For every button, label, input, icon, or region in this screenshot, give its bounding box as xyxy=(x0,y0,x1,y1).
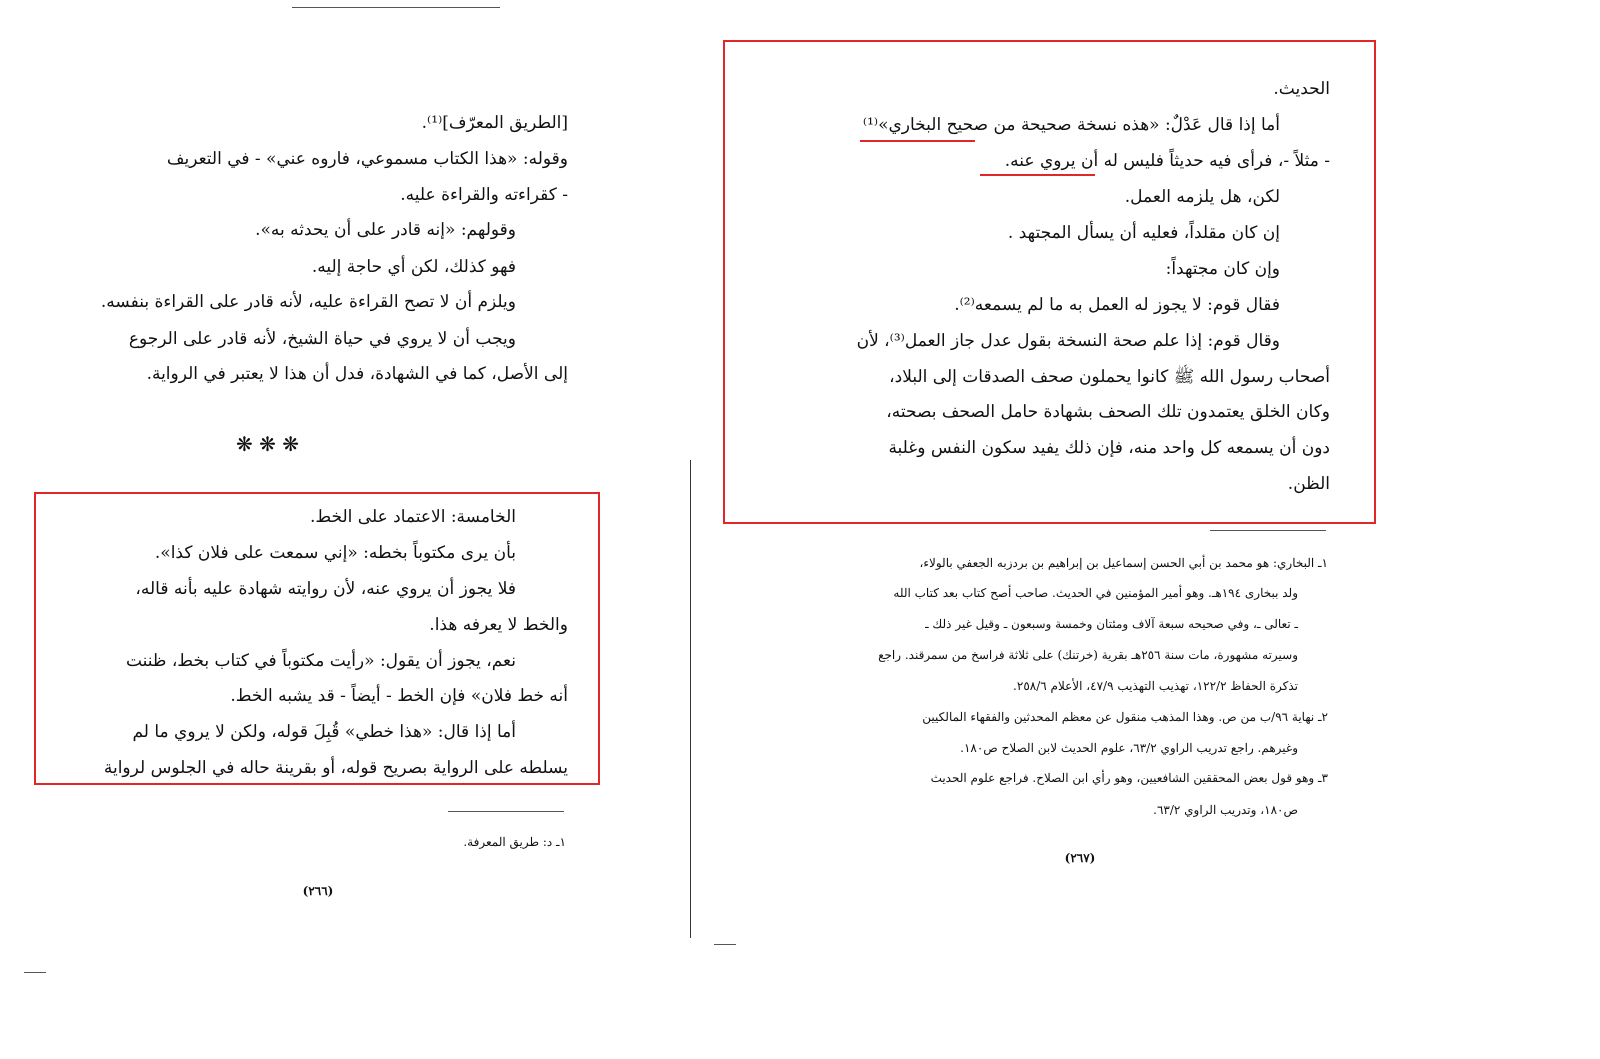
left-line-1: [الطريق المعرّف]⁽¹⁾. xyxy=(421,113,568,133)
right-boxed-line-8: وقال قوم: إذا علم صحة النسخة بقول عدل جاز العمل⁽³⁾، لأن xyxy=(856,331,1280,351)
right-boxed-line-11: دون أن يسمعه كل واحد منه، فإن ذلك يفيد سكون النفس وغلبة xyxy=(888,438,1330,458)
scan-bottom-stub-left xyxy=(24,972,46,973)
right-page-number: (٢٦٧) xyxy=(1064,851,1096,865)
right-boxed-line-6: وإن كان مجتهداً: xyxy=(1165,259,1280,279)
left-line-6: ويلزم أن لا تصح القراءة عليه، لأنه قادر على القراءة بنفسه. xyxy=(100,292,516,312)
right-boxed-line-10: وكان الخلق يعتمدون تلك الصحف بشهادة حامل الصحف بصحته، xyxy=(886,402,1330,422)
page-spine-line xyxy=(690,460,691,938)
left-line-7: ويجب أن لا يروي في حياة الشيخ، لأنه قادر على الرجوع xyxy=(128,329,516,349)
underline-not-permitted-to-narrate xyxy=(980,174,1095,176)
right-footnote-line-5: تذكرة الحفاظ ١٢٢/٢، تهذيب التهذيب ٤٧/٩، الأعلام ٢٥٨/٦. xyxy=(1013,679,1298,693)
scan-top-edge-line xyxy=(292,7,500,8)
scan-bottom-stub-center xyxy=(714,944,736,945)
right-footnote-line-1: ١ـ البخاري: هو محمد بن أبي الحسن إسماعيل بن إبراهيم بن بردزبه الجعفي بالولاء، xyxy=(919,556,1328,570)
right-boxed-line-3: - مثلاً -، فرأى فيه حديثاً فليس له أن يروي عنه. xyxy=(1004,151,1330,171)
left-boxed-line-3: فلا يجوز أن يروي عنه، لأن روايته شهادة عليه بأنه قاله، xyxy=(135,579,516,599)
left-line-4: وقولهم: «إنه قادر على أن يحدثه به». xyxy=(255,220,516,240)
left-boxed-line-2: بأن يرى مكتوباً بخطه: «إني سمعت على فلان كذا». xyxy=(154,543,516,563)
left-boxed-line-5: نعم، يجوز أن يقول: «رأيت مكتوباً في كتاب بخط، ظننت xyxy=(125,651,516,671)
left-boxed-line-6: أنه خط فلان» فإن الخط - أيضاً - قد يشبه الخط. xyxy=(230,686,568,706)
right-footnote-rule xyxy=(1210,530,1326,531)
right-footnote-line-3: ـ تعالى ـ، وفي صحيحه سبعة آلاف ومئتان وخمسة وسبعون ـ وقيل غير ذلك ـ xyxy=(925,617,1298,631)
right-boxed-line-2: أما إذا قال عَدْلٌ: «هذه نسخة صحيحة من صحيح البخاري»⁽¹⁾ xyxy=(862,115,1280,135)
left-footnote-rule xyxy=(448,811,564,812)
left-line-2: وقوله: «هذا الكتاب مسموعي، فاروه عني» - في التعريف xyxy=(166,149,568,169)
right-footnote-line-6: ٢ـ نهاية ٩٦/ب من ص. وهذا المذهب منقول عن معظم المحدثين والفقهاء المالكيين xyxy=(922,710,1328,724)
left-line-5: فهو كذلك، لكن أي حاجة إليه. xyxy=(311,257,516,277)
right-boxed-line-9: أصحاب رسول الله ﷺ كانوا يحملون صحف الصدقات إلى البلاد، xyxy=(889,367,1330,387)
right-boxed-line-5: إن كان مقلداً، فعليه أن يسأل المجتهد . xyxy=(1007,223,1280,243)
left-line-8: إلى الأصل، كما في الشهادة، فدل أن هذا لا يعتبر في الرواية. xyxy=(146,364,568,384)
left-boxed-line-1: الخامسة: الاعتماد على الخط. xyxy=(309,507,516,527)
underline-sahih-bukhari xyxy=(860,140,975,142)
right-boxed-line-12: الظن. xyxy=(1287,474,1330,494)
right-boxed-line-4: لكن، هل يلزمه العمل. xyxy=(1124,187,1280,207)
left-boxed-line-4: والخط لا يعرفه هذا. xyxy=(429,615,568,635)
right-footnote-line-8: ٣ـ وهو قول بعض المحققين الشافعيين، وهو رأي ابن الصلاح. فراجع علوم الحديث xyxy=(930,771,1328,785)
right-footnote-line-9: ص١٨٠، وتدريب الراوي ٦٣/٢. xyxy=(1153,803,1298,817)
left-boxed-line-7: أما إذا قال: «هذا خطي» قُبِلَ قوله، ولكن لا يروي ما لم xyxy=(132,722,516,742)
left-page-number: (٢٦٦) xyxy=(302,884,334,898)
left-line-3: - كقراءته والقراءة عليه. xyxy=(400,185,568,205)
left-footnote-1: ١ـ د: طريق المعرفة. xyxy=(463,835,566,849)
section-separator-stars: ❋ ❋ ❋ xyxy=(236,432,299,456)
right-boxed-line-7: فقال قوم: لا يجوز له العمل به ما لم يسمعه⁽²⁾. xyxy=(954,295,1280,315)
right-boxed-line-1: الحديث. xyxy=(1273,79,1330,99)
right-footnote-line-7: وغيرهم. راجع تدريب الراوي ٦٣/٢، علوم الحديث لابن الصلاح ص١٨٠. xyxy=(960,741,1298,755)
right-footnote-line-4: وسيرته مشهورة، مات سنة ٢٥٦هـ بقرية (خرتنك) على ثلاثة فراسخ من سمرقند. راجع xyxy=(878,648,1298,662)
left-boxed-line-8: يسلطه على الرواية بصريح قوله، أو بقرينة حاله في الجلوس لرواية xyxy=(103,758,568,778)
right-footnote-line-2: ولد ببخارى ١٩٤هـ. وهو أمير المؤمنين في الحديث. صاحب أصح كتاب بعد كتاب الله xyxy=(893,586,1298,600)
